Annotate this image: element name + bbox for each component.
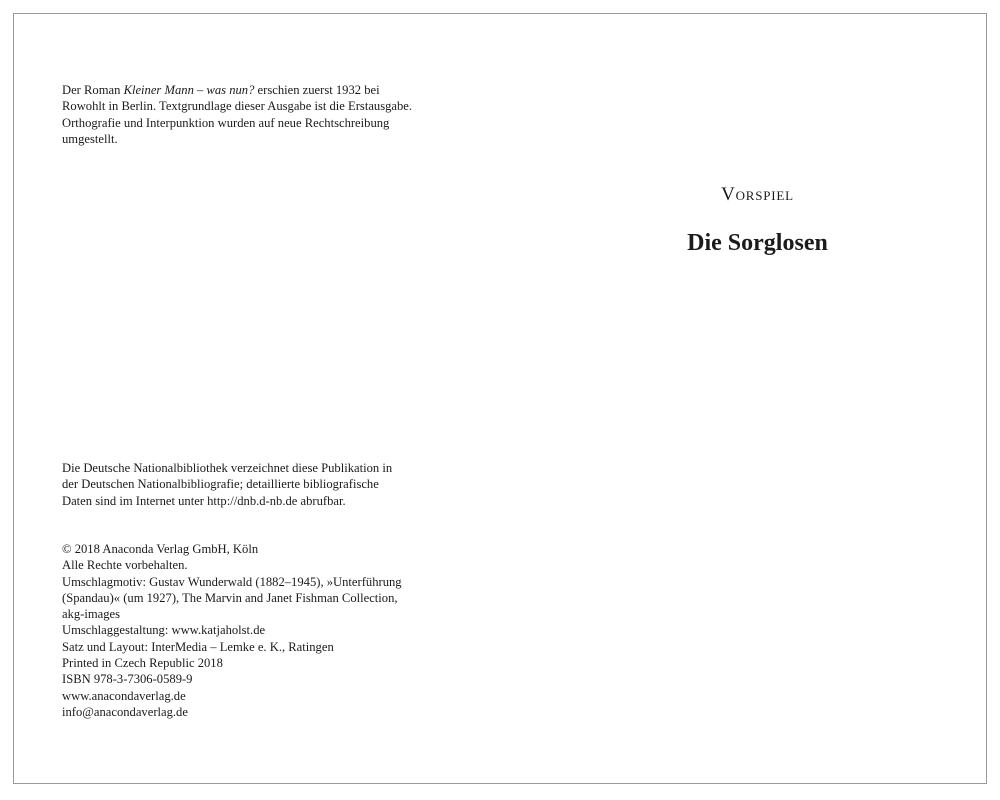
typesetting-line: Satz und Layout: InterMedia – Lemke e. K., Ratingen: [62, 639, 334, 654]
novel-title: Kleiner Mann – was nun?: [123, 83, 255, 97]
edition-note: [62, 82, 442, 147]
imprint: [62, 541, 442, 720]
cover-design-line: Umschlaggestaltung: www.katjaholst.de: [62, 623, 266, 638]
dnb-note: [62, 460, 442, 509]
copyright-line: © 2018 Anaconda Verlag GmbH, Köln: [62, 542, 259, 556]
edition-note-prefix: Der Roman: [62, 83, 124, 97]
left-page: [14, 14, 501, 783]
dnb-note-line: Die Deutsche Nationalbibliothek verzeichnet diese Publikation in: [62, 461, 393, 475]
printed-in-line: Printed in Czech Republic 2018: [62, 656, 223, 671]
edition-note-line-2: Rowohlt in Berlin. Textgrundlage dieser Ausgabe ist die Erstausgabe.: [62, 99, 413, 114]
edition-note-line-1: [62, 82, 442, 98]
chapter-title: Die Sorglosen: [687, 230, 828, 256]
edition-note-suffix: erschien zuerst 1932 bei: [254, 83, 380, 97]
dnb-note-line: Daten sind im Internet unter http://dnb.d-nb.de abrufbar.: [62, 493, 346, 508]
rights-line: Alle Rechte vorbehalten.: [62, 558, 188, 573]
right-page: [501, 14, 988, 783]
cover-motif-line: (Spandau)« (um 1927), The Marvin and Janet Fishman Collection,: [62, 590, 398, 605]
book-spread: [13, 13, 987, 784]
chapter-label: Vorspiel: [721, 184, 794, 205]
dnb-note-line: der Deutschen Nationalbibliografie; detaillierte bibliografische: [62, 477, 379, 492]
email-line: info@anacondaverlag.de: [62, 704, 188, 719]
website-line: www.anacondaverlag.de: [62, 688, 186, 703]
edition-note-line-3: Orthografie und Interpunktion wurden auf neue Rechtschreibung: [62, 115, 390, 130]
edition-note-line-4: umgestellt.: [62, 131, 118, 146]
cover-motif-line: akg-images: [62, 607, 121, 622]
cover-motif-line: Umschlagmotiv: Gustav Wunderwald (1882–1945), »Unterführung: [62, 574, 402, 589]
isbn-line: ISBN 978-3-7306-0589-9: [62, 672, 193, 687]
